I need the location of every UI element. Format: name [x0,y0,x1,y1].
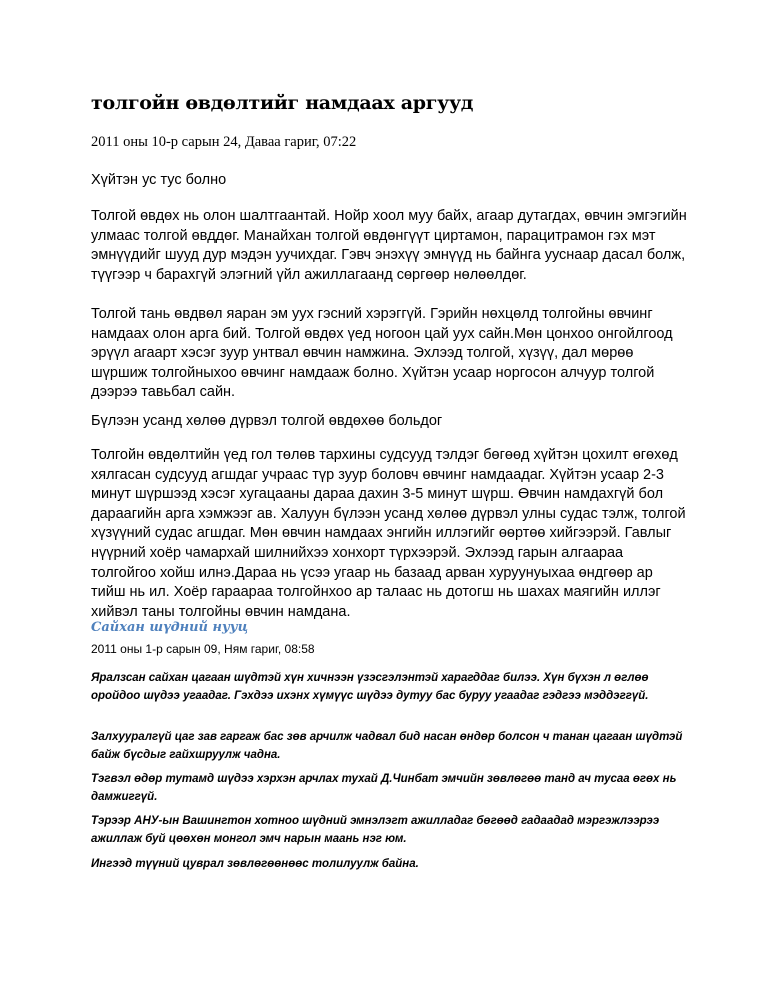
teeth-paragraph-3: Тэгвэл өдөр тутамд шүдээ хэрхэн арчлах тухай Д.Чинбат эмчийн зөвлөгөө танд ач тусаа өгөх нь дамжиггүй. [91,773,677,803]
subheading-warm-water: Бүлээн усанд хөлөө дүрвэл толгой өвдөхөө больдог [91,413,443,429]
teeth-paragraph-1: Яралзсан сайхан цагаан шүдтэй хүн хичнээн үзэсгэлэнтэй харагддаг билээ. Хүн бүхэн л өглөө оройдоо шүдээ угаадаг. Гэхдээ ихэнх хүмүүс шүдээ дутуу бас буруу угаадаг гэдгээ мэддэггүй. [91,672,649,702]
subheading-cold-water: Хүйтэн ус тус болно [91,172,227,188]
paragraph-headache-causes: Толгой өвдөх нь олон шалтгаантай. Нойр хоол муу байх, агаар дутагдах, өвчин эмгэгийн улмаас толгой өвддөг. Манайхан толгой өвдөнгүүт циртамон, парацитрамон гэх мэт эмнүүдийг шууд дур мэдэн уучихдаг. Гэвч энэхүү эмнүүд нь байнга ууснаар дасал болж, түүгээр ч барахгүй элэгний үйл ажиллагаанд сөргөөр нөлөөлдөг. [91,208,687,283]
article-title: толгойн өвдөлтийг намдаах аргууд [91,92,474,114]
article-date: 2011 оны 10-р сарын 24, Даваа гариг, 07:22 [91,134,357,150]
section-date: 2011 оны 1-р сарын 09, Ням гариг, 08:58 [91,642,315,656]
paragraph-massage: Толгойн өвдөлтийн үед гол төлөв тархины судсууд тэлдэг бөгөөд хүйтэн цохилт өгөхөд хялгасан судсууд агшдаг учраас түр зуур боловч өвчинг намдаадаг. Хүйтэн усаар 2-3 минут шүршээд хэсэг хугацааны дараа дахин 3-5 минут шүрш. Өвчин намдахгүй бол дараагийн арга хэмжээг ав. Халуун бүлээн усанд хөлөө дүрвэл улны судас тэлж, толгой хүзүүний судас агшдаг. Мөн өвчин намдаах энгийн иллэгийг өөртөө хийгээрэй. Гавлыг нүүрний хоёр чамархай шилнийхээ хонхорт түрхээрэй. Эхлээд гарын алгаараа толгойгоо хойш илнэ.Дараа нь үсээ угаар нь базаад арван хуруунуыхаа өндгөөр ар тийш нь ил. Хоёр гараараа толгойнхоо ар талаас нь дотогш нь шахах маягийн иллэг хийвэл таны толгойны өвчин намдана. [91,447,686,620]
teeth-paragraph-2: Залхууралгүй цаг зав гаргаж бас зөв арчилж чадвал бид насан өндөр болсон ч танан цагаан шүдтэй байж бүсдыг гайхшруулж чадна. [91,731,683,761]
section-title-teeth: Сайхан шүдний нууц [91,620,249,635]
teeth-paragraph-5: Ингээд түүний цуврал зөвлөгөөнөөс толилуулж байна. [91,858,419,870]
teeth-paragraph-4: Тэрээр АНУ-ын Вашингтон хотноо шүдний эмнэлэгт ажилладаг бөгөөд гадаадад мэргэжлээрээ ажиллаж буй цөөхөн монгол эмч нарын маань нэг юм. [91,815,660,845]
paragraph-home-remedies: Толгой тань өвдвөл яаран эм уух гэсний хэрэггүй. Гэрийн нөхцөлд толгойны өвчинг намдаах олон арга бий. Толгой өвдөх үед ногоон цай уух сайн.Мөн цонхоо онгойлгоод эрүүл агаарт хэсэг зуур унтвал өвчин намжина. Эхлээд толгой, хүзүү, дал мөрөө шүршиж толгойныхоо өвчинг намдааж болно. Хүйтэн усаар норгосон алчуур толгой дээрээ тавьбал сайн. [91,306,673,401]
